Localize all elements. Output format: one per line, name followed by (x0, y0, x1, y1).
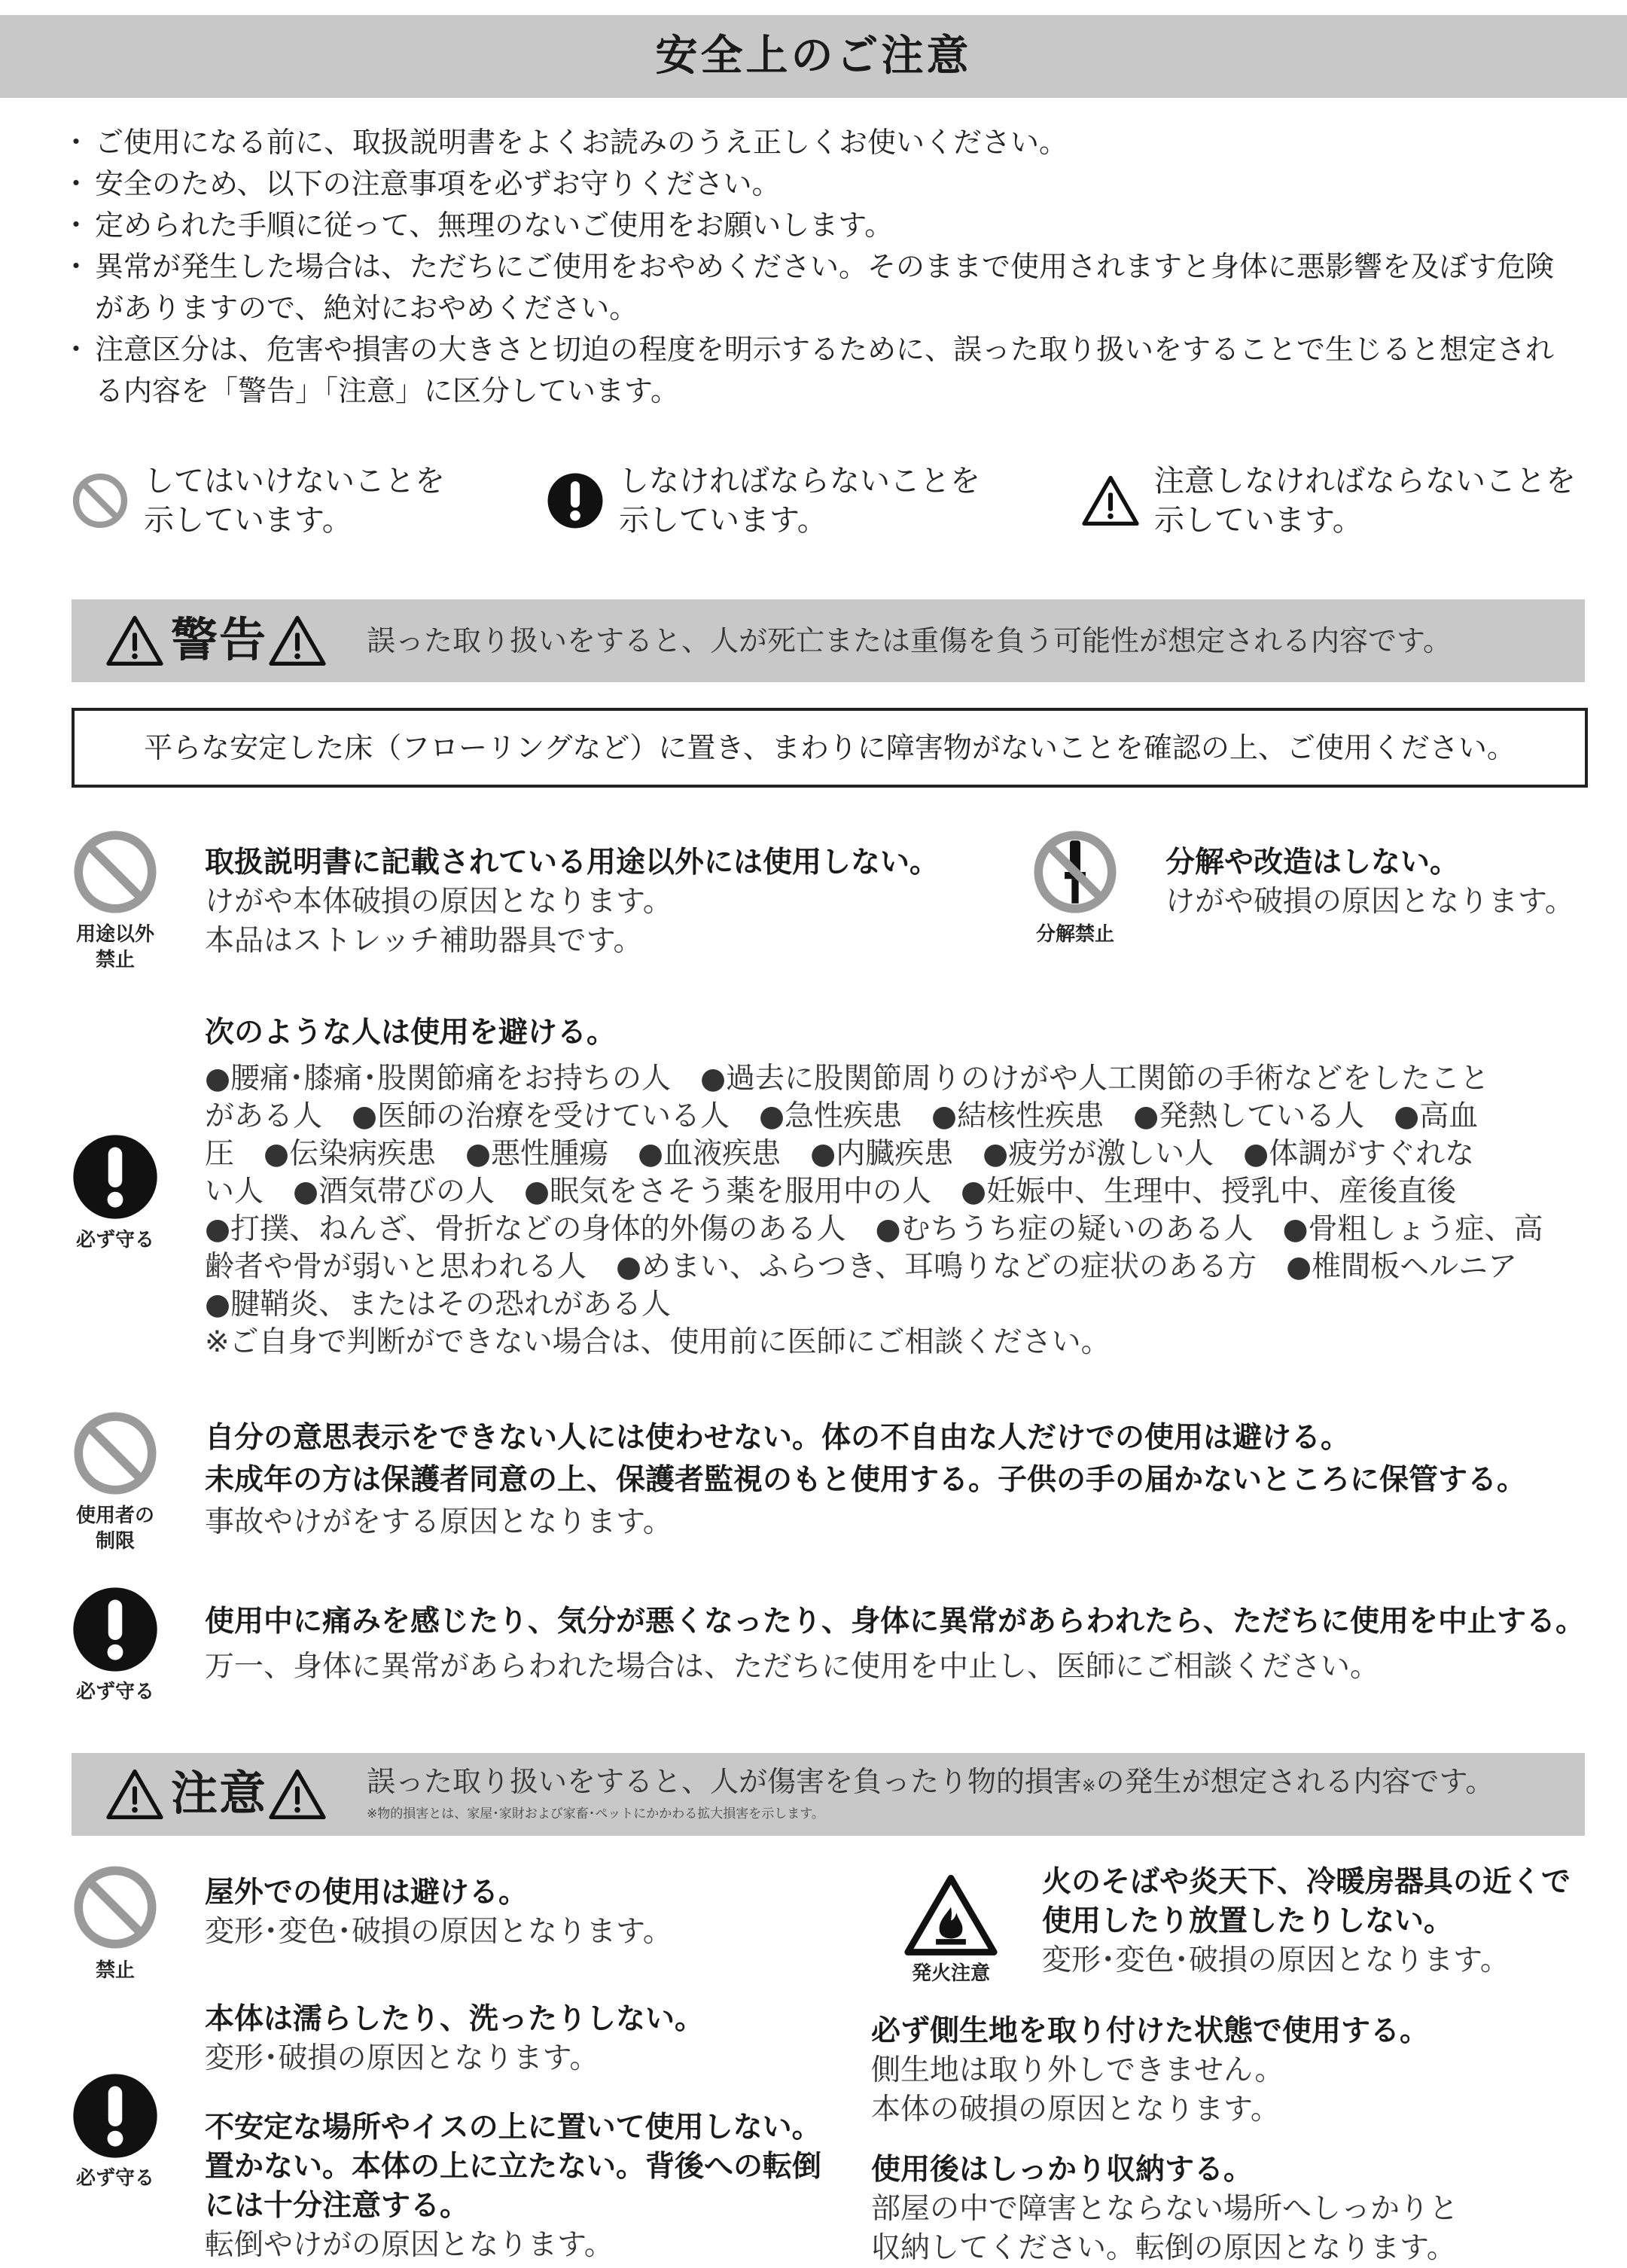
prohibited-icon (72, 1410, 159, 1497)
fire-caution-icon (903, 1873, 998, 1958)
list-line: がある人 ●医師の治療を受けている人 ●急性疾患 ●結核性疾患 ●発熱している人 ●高血 (205, 1099, 1479, 1133)
item-heading: 必ず側生地を取り付けた状態で使用する。 (871, 2014, 1430, 2048)
caution-item-outdoor (205, 1873, 867, 1952)
legend-text (144, 462, 445, 540)
warning-triangle-icon (106, 1768, 163, 1821)
warning-description: 誤った取り扱いをすると、人が死亡または重傷を負う可能性が想定される内容です。 (367, 624, 1452, 657)
caption-line: 制限 (95, 1530, 135, 1553)
legend-line: してはいけないことを (144, 464, 445, 498)
icon-caption: 必ず守る (75, 2167, 154, 2190)
item-body: 変形･破損の原因となります。 (205, 2041, 599, 2075)
caution-item-sidecloth (871, 2012, 1594, 2129)
item-heading: 置かない。本体の上に立たない。背後への転倒 (205, 2150, 822, 2184)
item-body: 事故やけがをする原因となります。 (205, 1505, 672, 1539)
item-heading: 使用中に痛みを感じたり、気分が悪くなったり、身体に異常があらわれたら、ただちに使用を中止する。 (205, 1605, 1586, 1639)
item-heading: 不安定な場所やイスの上に置いて使用しない。 (205, 2111, 821, 2145)
item-body: 部屋の中で障害とならない場所へしっかりと (871, 2192, 1459, 2226)
item-heading: 分解や改造はしない。 (1165, 846, 1460, 879)
item-heading: には十分注意する。 (205, 2189, 470, 2223)
exclamation-icon (72, 1133, 159, 1221)
warning-item-disassembly (1165, 843, 1587, 922)
item-heading: 取扱説明書に記載されている用途以外には使用しない。 (205, 846, 940, 879)
legend-line: 注意しなければならないことを (1154, 464, 1576, 498)
intro-item: ・ 安全のため、以下の注意事項を必ずお守りください。 (68, 163, 1581, 205)
icon-caption: 発火注意 (911, 1962, 990, 1985)
item-body: 収納してください。転倒の原因となります。 (871, 2231, 1456, 2265)
warning-item-stop (205, 1599, 1590, 1690)
intro-item: ・ ご使用になる前に、取扱説明書をよくお読みのうえ正しくお使いください。 (68, 122, 1581, 163)
caution-desc-text: の発生が想定される内容です。 (1095, 1765, 1494, 1798)
caution-item-unstable (205, 2108, 867, 2265)
exclamation-icon (547, 472, 604, 529)
intro-list (68, 122, 1581, 412)
caution-label: 注意 (171, 1766, 268, 1821)
prohibited-icon (72, 472, 129, 529)
item-heading: 屋外での使用は避ける。 (205, 1876, 529, 1910)
item-heading: 使用したり放置したりしない。 (1042, 1904, 1454, 1938)
footnote-mark: ※ (1082, 1777, 1096, 1796)
item-body: 本体の破損の原因となります。 (871, 2093, 1280, 2126)
prohibited-icon (72, 1864, 159, 1951)
icon-caption: 必ず守る (75, 1229, 154, 1251)
exclamation-icon (72, 2072, 159, 2160)
warning-label: 警告 (171, 612, 268, 667)
intro-item: ・ 定められた手順に従って、無理のないご使用をお願いします。 (68, 205, 1581, 246)
list-line: い人 ●酒気帯びの人 ●眠気をさそう薬を服用中の人 ●妊娠中、生理中、授乳中、産後直後 (205, 1175, 1457, 1209)
warning-triangle-icon (269, 614, 326, 667)
icon-caption: 分解禁止 (1035, 923, 1114, 946)
boxed-notice: 平らな安定した床（フローリングなど）に置き、まわりに障害物がないことを確認の上、ご使用ください。 (72, 708, 1588, 788)
list-line: ●打撲、ねんざ、骨折などの身体的外傷のある人 ●むちうち症の疑いのある人 ●骨粗しょう症、高 (205, 1212, 1543, 1246)
legend-prohibited (72, 452, 445, 550)
legend-text (619, 462, 980, 540)
item-body: 転倒やけがの原因となります。 (205, 2228, 614, 2262)
legend-mandatory (547, 452, 980, 550)
warning-triangle-icon (106, 614, 163, 667)
icon-caption (60, 1503, 170, 1554)
item-body: 変形･変色･破損の原因となります。 (205, 1915, 672, 1949)
warning-item-avoid (205, 1014, 1590, 1361)
list-line: ●腰痛･膝痛･股関節痛をお持ちの人 ●過去に股関節周りのけがや人工関節の手術などをしたこと (205, 1062, 1490, 1096)
warning-item-usage (205, 843, 1003, 961)
warning-header (72, 599, 1585, 682)
intro-item: ・ 注意区分は、危害や損害の大きさと切迫の程度を明示するために、誤った取り扱いをすることで生じると想定される内容を「警告」「注意」に区分しています。 (68, 329, 1581, 412)
icon-caption: 禁止 (95, 1959, 135, 1982)
item-body: 万一、身体に異常があらわれた場合は、ただちに使用を中止し、医師にご相談ください。 (205, 1650, 1380, 1684)
legend-line: しなければならないことを (619, 464, 980, 498)
caution-footnote: ※物的損害とは、家屋･家財および家畜･ペットにかかわる拡大損害を示します。 (367, 1806, 824, 1821)
item-body: けがや本体破損の原因となります。 (205, 885, 672, 919)
item-body: 側生地は取り外しできません。 (871, 2053, 1284, 2087)
legend-text (1154, 462, 1576, 540)
list-line: 齢者や骨が弱いと思われる人 ●めまい、ふらつき、耳鳴りなどの症状のある方 ●椎間板ヘルニア (205, 1250, 1518, 1284)
icon-caption (60, 922, 170, 973)
item-heading: 使用後はしっかり収納する。 (871, 2153, 1254, 2187)
caption-line: 禁止 (95, 949, 135, 971)
item-heading: 次のような人は使用を避ける。 (205, 1016, 617, 1050)
warning-item-restrict (205, 1417, 1590, 1544)
legend-caution (1082, 452, 1576, 550)
caution-item-storage (871, 2151, 1594, 2268)
caption-line: 用途以外 (75, 923, 154, 946)
warning-triangle-icon (1082, 474, 1139, 527)
caution-desc-text: 誤った取り扱いをすると、人が傷害を負ったり物的損害 (367, 1765, 1083, 1798)
item-body: 変形･変色･破損の原因となります。 (1042, 1943, 1510, 1977)
page-title: 安全上のご注意 (0, 15, 1627, 98)
exclamation-icon (72, 1586, 159, 1673)
legend-line: 示しています。 (144, 503, 352, 538)
icon-caption: 必ず守る (75, 1681, 154, 1703)
list-line: ※ご自身で判断ができない場合は、使用前に医師にご相談ください。 (205, 1325, 1111, 1359)
item-body: 本品はストレッチ補助器具です。 (205, 924, 643, 958)
item-heading: 自分の意思表示をできない人には使わせない。体の不自由な人だけでの使用は避ける。 (205, 1421, 1351, 1455)
prohibited-icon (72, 828, 159, 916)
caption-line: 使用者の (75, 1504, 154, 1527)
caution-header (72, 1753, 1585, 1836)
item-heading: 本体は濡らしたり、洗ったりしない。 (205, 2002, 705, 2036)
caution-item-fire (1042, 1863, 1599, 1980)
item-heading: 未成年の方は保護者同意の上、保護者監視のもと使用する。子供の手の届かないところに保管する。 (205, 1463, 1527, 1497)
intro-item: ・ 異常が発生した場合は、ただちにご使用をおやめください。そのままで使用されますと身体に悪影響を及ぼす危険がありますので、絶対におやめください。 (68, 246, 1581, 329)
list-line: 圧 ●伝染病疾患 ●悪性腫瘍 ●血液疾患 ●内臓疾患 ●疲労が激しい人 ●体調がすぐれな (205, 1137, 1475, 1171)
item-body: けがや破損の原因となります。 (1165, 885, 1574, 919)
caution-item-wet (205, 2000, 867, 2078)
warning-triangle-icon (269, 1768, 326, 1821)
caution-description (367, 1762, 1494, 1806)
disassembly-prohibited-icon (1031, 828, 1119, 916)
legend-line: 示しています。 (1154, 503, 1363, 538)
item-heading: 火のそばや炎天下、冷暖房器具の近くで (1042, 1865, 1571, 1899)
list-line: ●腱鞘炎、またはその恐れがある人 (205, 1288, 672, 1321)
legend-line: 示しています。 (619, 503, 827, 538)
